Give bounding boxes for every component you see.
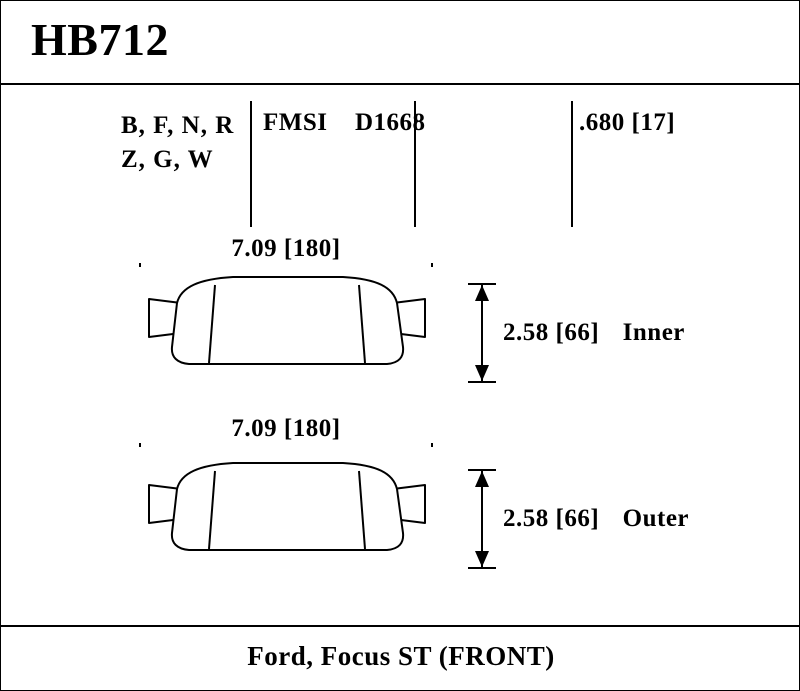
header-divider bbox=[1, 83, 800, 85]
thickness-value: .680 [17] bbox=[579, 109, 676, 136]
inner-width-label: 7.09 [180] bbox=[139, 235, 433, 263]
inner-height-arrow-up bbox=[475, 285, 489, 301]
outer-width-label: 7.09 [180] bbox=[139, 415, 433, 443]
inner-height-label bbox=[503, 319, 685, 347]
vehicle-application: Ford, Focus ST (FRONT) bbox=[247, 641, 555, 671]
inner-width-dimension bbox=[139, 235, 433, 269]
separator-line-3 bbox=[571, 101, 573, 227]
separator-line-1 bbox=[250, 101, 252, 227]
outer-height-dimension bbox=[467, 469, 497, 569]
inner-height-value: 2.58 [66] bbox=[503, 319, 600, 346]
outer-height-cap-bottom bbox=[468, 567, 496, 569]
outer-height-value: 2.58 [66] bbox=[503, 505, 600, 532]
part-number: HB712 bbox=[31, 14, 169, 65]
fmsi-value: D1668 bbox=[355, 109, 426, 136]
footer-divider bbox=[1, 625, 800, 627]
outer-width-dimension bbox=[139, 415, 433, 449]
compound-codes-line-1: B, F, N, R bbox=[121, 112, 235, 139]
inner-height-arrow-down bbox=[475, 365, 489, 381]
inner-brake-pad-drawing bbox=[137, 273, 437, 383]
fmsi-block bbox=[263, 109, 426, 137]
outer-height-arrow-down bbox=[475, 551, 489, 567]
outer-height-arrow-up bbox=[475, 471, 489, 487]
inner-height-cap-bottom bbox=[468, 381, 496, 383]
outer-height-label bbox=[503, 505, 689, 533]
outer-brake-pad-drawing bbox=[137, 459, 437, 569]
fmsi-label: FMSI bbox=[263, 109, 328, 136]
outer-position-label: Outer bbox=[622, 505, 690, 532]
compound-codes bbox=[121, 109, 234, 177]
compound-codes-line-2: Z, G, W bbox=[121, 146, 214, 173]
inner-position-label: Inner bbox=[622, 319, 685, 346]
inner-height-dimension bbox=[467, 283, 497, 383]
